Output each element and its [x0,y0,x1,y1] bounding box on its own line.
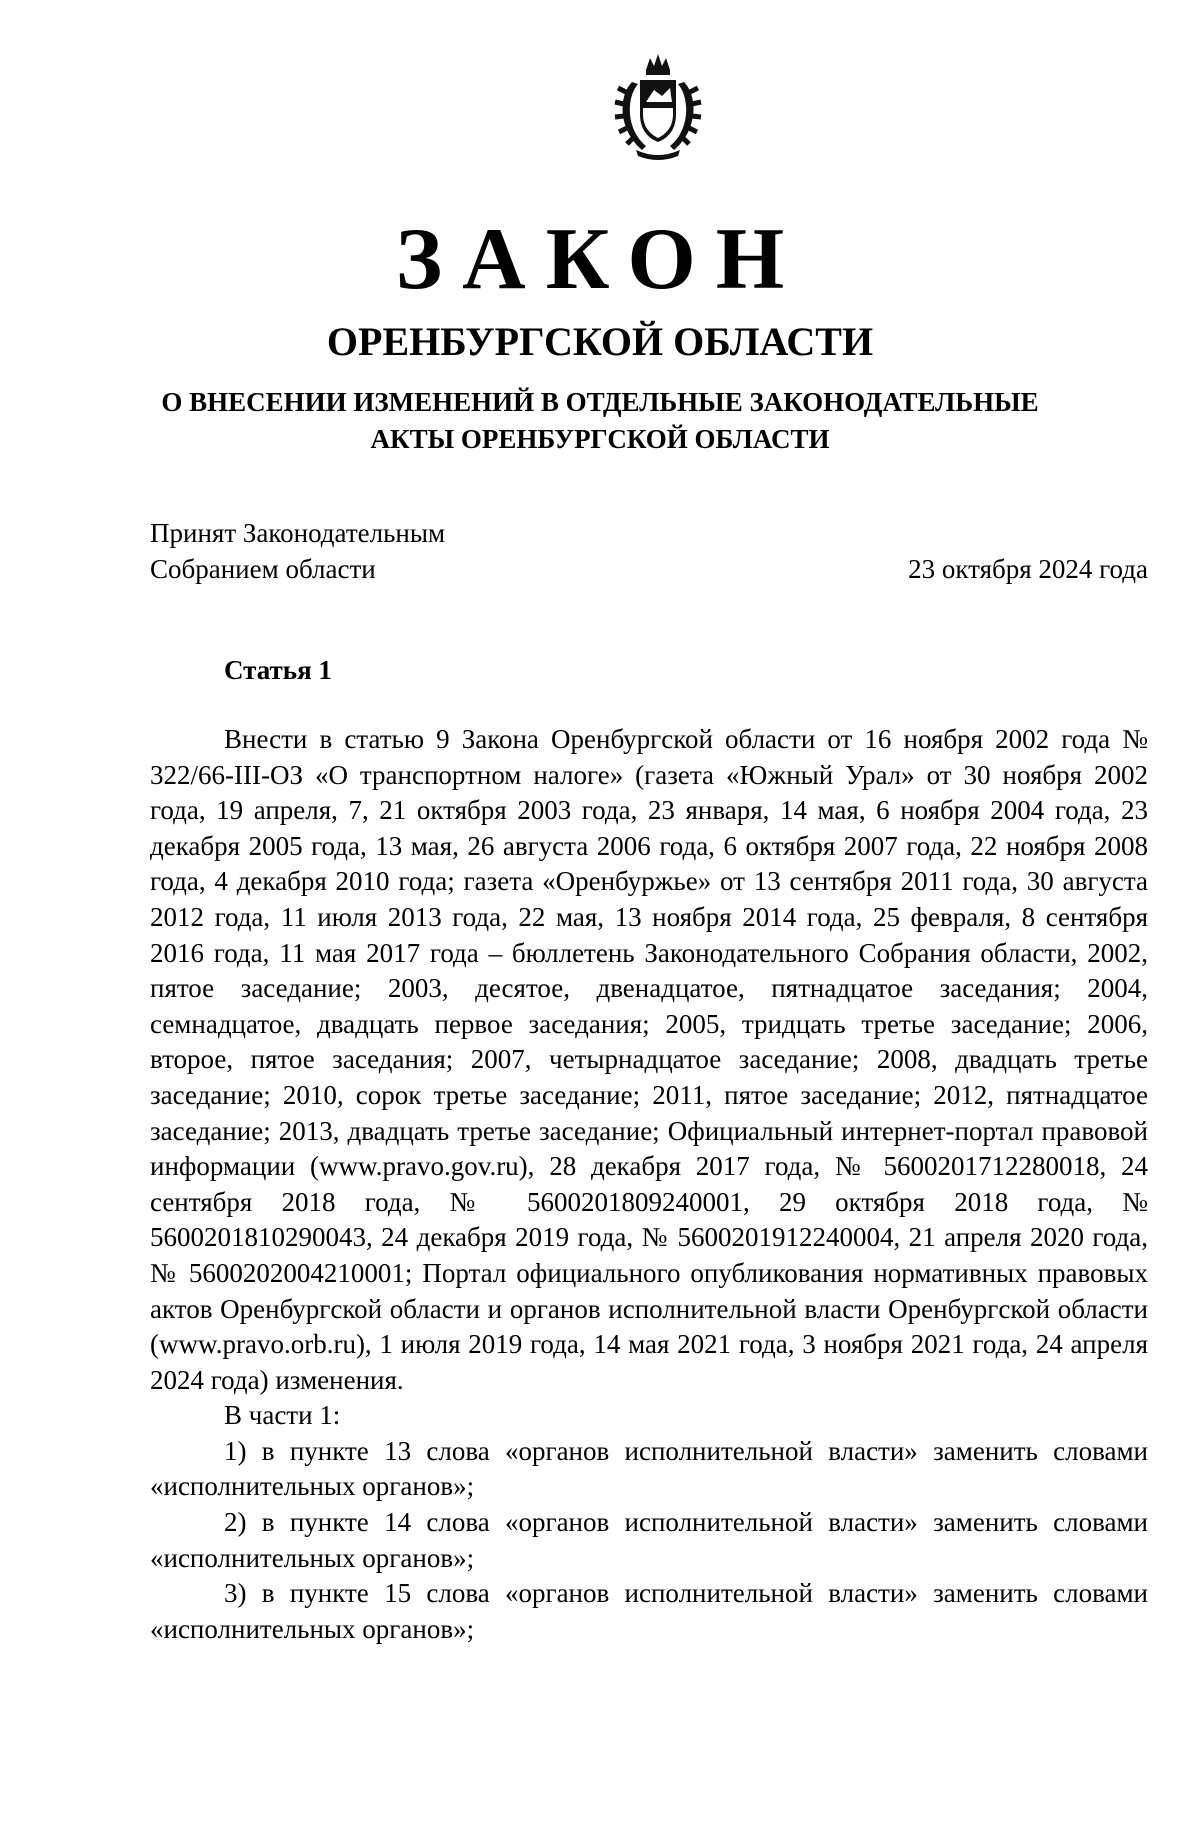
article-heading: Статья 1 [224,655,332,685]
paragraph-item-2: 2) в пункте 14 слова «органов исполнительной власти» заменить словами «исполнительных органов»; [150,1507,1148,1573]
adoption-body [150,515,445,587]
paragraph-item-3: 3) в пункте 15 слова «органов исполнительной власти» заменить словами «исполнительных органов»; [150,1578,1148,1644]
document-title: ЗАКОН [395,211,805,308]
coat-of-arms-icon [612,52,704,164]
paragraph-item-1: 1) в пункте 13 слова «органов исполнительной власти» заменить словами «исполнительных органов»; [150,1435,1148,1502]
document-subject: О ВНЕСЕНИИ ИЗМЕНЕНИЙ В ОТДЕЛЬНЫЕ ЗАКОНОДАТЕЛЬНЫЕ АКТЫ ОРЕНБУРГСКОЙ ОБЛАСТИ [161,387,1039,454]
adoption-date: 23 октября 2024 года [908,554,1148,584]
adoption-line-2: Собранием области [150,554,376,584]
paragraph-part: В части 1: [224,1400,341,1431]
article-body [150,722,1148,1647]
document-region: ОРЕНБУРГСКОЙ ОБЛАСТИ [326,319,874,364]
paragraph-main: Внести в статью 9 Закона Оренбургской области от 16 ноября 2002 года № 322/66-III-ОЗ «О транспортном налоге» (газета «Южный Урал» от 30 ноября 2002 года, 19 апреля, 7, 21 октября 2003 года, 23 января, 14 мая, 6 ноября 2004 года, 23 декабря 2005 года, 13 мая, 26 августа 2006 года, 6 октября 2007 года, 22 ноября 2008 года, 4 декабря 2010 года; газета «Оренбуржье» от 13 сентября 2011 года, 30 августа 2012 года, 11 июля 2013 года, 22 мая, 13 ноября 2014 года, 25 февраля, 8 сентября 2016 года, 11 мая 2017 года – бюллетень Законодательного Собрания области, 2002, пятое заседание; 2003, десятое, двенадцатое, пятнадцатое заседания; 2004, семнадцатое, двадцать первое заседания; 2005, тридцать третье заседание; 2006, второе, пятое заседания; 2007, четырнадцатое заседание; 2008, двадцать третье заседание; 2010, сорок третье заседание; 2011, пятое заседание; 2012, пятнадцатое заседание; 2013, двадцать третье заседание; Официальный интернет-портал правовой информации (www.pravo.gov.ru), 28 декабря 2017 года, № 5600201712280018, 24 сентября 2018 года, № 5600201809240001, 29 октября 2018 года, № 5600201810290043, 24 декабря 2019 года, № 5600201912240004, 21 апреля 2020 года, № 5600202004210001; Портал официального опубликования нормативных правовых актов Оренбургской области и органов исполнительной власти Оренбургской области (www.pravo.orb.ru), 1 июля 2019 года, 14 мая 2021 года, 3 ноября 2021 года, 24 апреля 2024 года) изменения. [150,724,1148,1395]
adoption-line-1: Принят Законодательным [150,518,446,548]
